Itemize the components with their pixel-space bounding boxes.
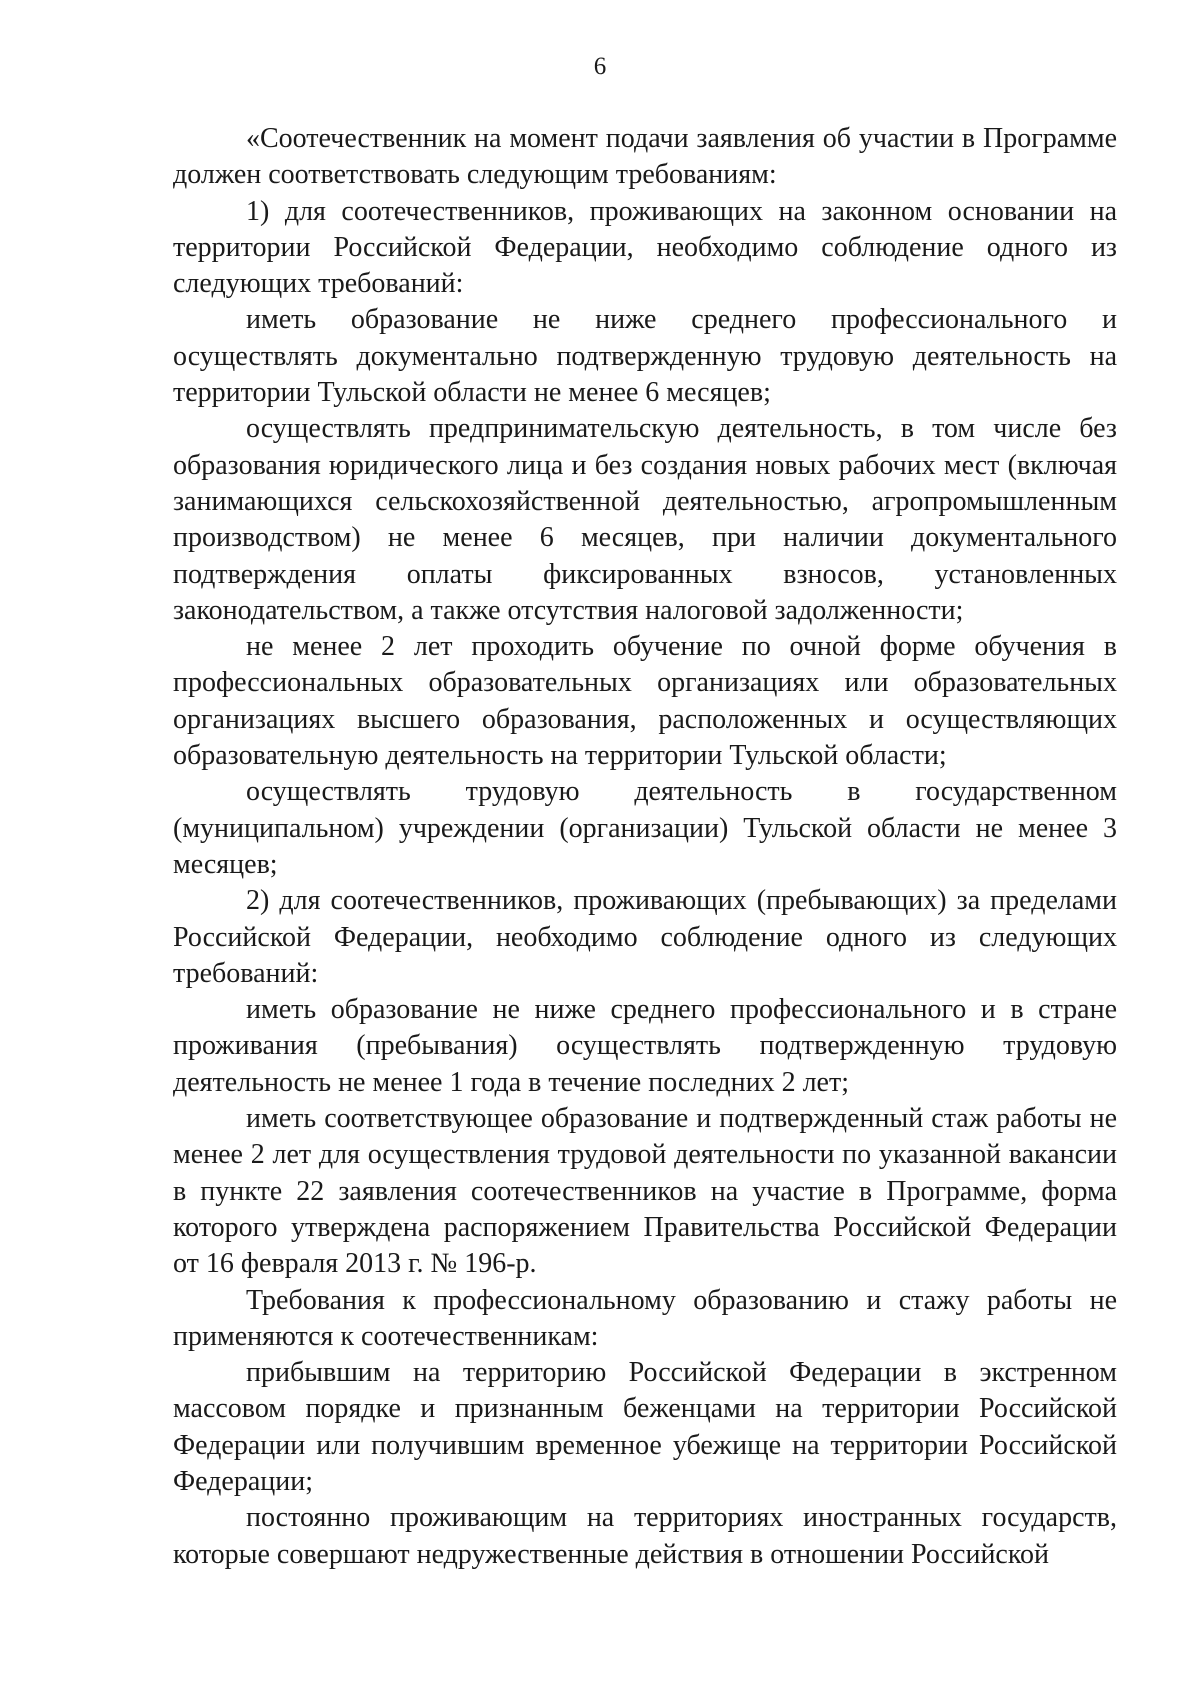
paragraph: иметь соответствующее образование и подтвержденный стаж работы не менее 2 лет для осуществления трудовой деятельности по указанной вакансии в пункте 22 заявления соотечественников на участие в Программе, форма которого утверждена распоряжением Правительства Российской Федерации от 16 февраля 2013 г. № 196-р. xyxy=(173,1103,1117,1280)
paragraph: иметь образование не ниже среднего профессионального и осуществлять документально подтвержденную трудовую деятельность на территории Тульской области не менее 6 месяцев; xyxy=(173,304,1117,409)
paragraph: иметь образование не ниже среднего профессионального и в стране проживания (пребывания) осуществлять подтвержденную трудовую деятельность не менее 1 года в течение последних 2 лет; xyxy=(173,994,1117,1098)
paragraph: прибывшим на территорию Российской Федерации в экстренном массовом порядке и признанным беженцами на территории Российской Федерации или получившим временное убежище на территории Российской Федерации; xyxy=(173,1357,1117,1497)
paragraph: 2) для соотечественников, проживающих (пребывающих) за пределами Российской Федерации, необходимо соблюдение одного из следующих требований: xyxy=(173,885,1117,989)
paragraph: осуществлять трудовую деятельность в государственном (муниципальном) учреждении (организации) Тульской области не менее 3 месяцев; xyxy=(173,776,1117,880)
paragraph: Требования к профессиональному образованию и стажу работы не применяются к соотечественникам: xyxy=(173,1284,1117,1352)
document-body xyxy=(173,121,1117,1573)
page-number: 6 xyxy=(593,53,607,80)
paragraph: осуществлять предпринимательскую деятельность, в том числе без образования юридического лица и без создания новых рабочих мест (включая занимающихся сельскохозяйственной деятельностью, агропромышленным производством) не менее 6 месяцев, при наличии документального подтверждения оплаты фиксированных взносов, установленных законодательством, а также отсутствия налоговой задолженности; xyxy=(173,413,1117,626)
paragraph: постоянно проживающим на территориях иностранных государств, которые совершают недружественные действия в отношении Российской xyxy=(173,1502,1117,1570)
paragraph: не менее 2 лет проходить обучение по очной форме обучения в профессиональных образовательных организациях или образовательных организациях высшего образования, расположенных и осуществляющих образовательную деятельность на территории Тульской области; xyxy=(173,631,1117,772)
paragraph: 1) для соотечественников, проживающих на законном основании на территории Российской Федерации, необходимо соблюдение одного из следующих требований: xyxy=(173,195,1117,300)
paragraph: «Соотечественник на момент подачи заявления об участии в Программе должен соответствовать следующим требованиям: xyxy=(173,123,1117,191)
